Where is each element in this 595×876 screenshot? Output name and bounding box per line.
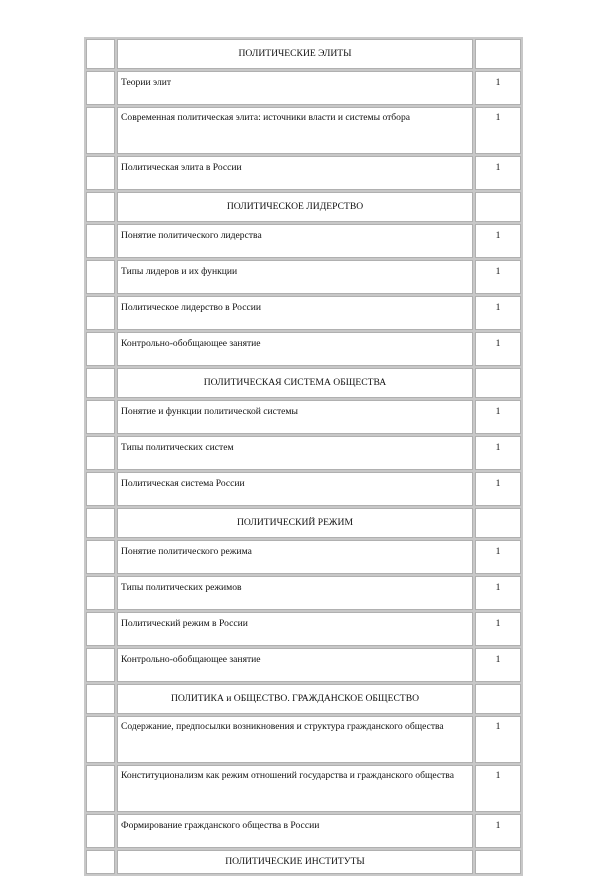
topic-row <box>86 332 521 366</box>
hours-cell: 1 <box>475 296 521 330</box>
topic-row <box>86 400 521 434</box>
hours-cell <box>475 192 521 222</box>
hours-cell: 1 <box>475 576 521 610</box>
hours-cell: 1 <box>475 716 521 763</box>
number-cell <box>86 224 115 258</box>
section-title: ПОЛИТИЧЕСКИЙ РЕЖИМ <box>117 508 473 538</box>
topic-title: Понятие политического лидерства <box>117 224 473 258</box>
topic-row <box>86 576 521 610</box>
topic-row <box>86 814 521 848</box>
hours-cell <box>475 368 521 398</box>
number-cell <box>86 332 115 366</box>
hours-cell <box>475 39 521 69</box>
topic-row <box>86 260 521 294</box>
topic-row <box>86 156 521 190</box>
number-cell <box>86 39 115 69</box>
number-cell <box>86 814 115 848</box>
topic-row <box>86 71 521 105</box>
thematic-plan-table <box>84 37 523 876</box>
topic-row <box>86 716 521 763</box>
topic-row <box>86 612 521 646</box>
topic-row <box>86 648 521 682</box>
hours-cell: 1 <box>475 107 521 154</box>
hours-cell: 1 <box>475 765 521 812</box>
number-cell <box>86 648 115 682</box>
topic-title: Теории элит <box>117 71 473 105</box>
topic-row <box>86 296 521 330</box>
topic-title: Понятие и функции политической системы <box>117 400 473 434</box>
section-row <box>86 39 521 69</box>
hours-cell: 1 <box>475 814 521 848</box>
section-title: ПОЛИТИЧЕСКОЕ ЛИДЕРСТВО <box>117 192 473 222</box>
section-row <box>86 192 521 222</box>
topic-row <box>86 107 521 154</box>
topic-row <box>86 540 521 574</box>
hours-cell: 1 <box>475 540 521 574</box>
topic-title: Типы лидеров и их функции <box>117 260 473 294</box>
hours-cell: 1 <box>475 156 521 190</box>
section-title: ПОЛИТИКА и ОБЩЕСТВО. ГРАЖДАНСКОЕ ОБЩЕСТВО <box>117 684 473 714</box>
hours-cell: 1 <box>475 332 521 366</box>
hours-cell: 1 <box>475 436 521 470</box>
section-row <box>86 368 521 398</box>
number-cell <box>86 612 115 646</box>
number-cell <box>86 368 115 398</box>
topic-row <box>86 436 521 470</box>
section-title: ПОЛИТИЧЕСКИЕ ЭЛИТЫ <box>117 39 473 69</box>
number-cell <box>86 436 115 470</box>
hours-cell: 1 <box>475 472 521 506</box>
hours-cell <box>475 684 521 714</box>
section-row <box>86 684 521 714</box>
topic-title: Содержание, предпосылки возникновения и структура гражданского общества <box>117 716 473 763</box>
section-row <box>86 850 521 874</box>
topic-title: Политический режим в России <box>117 612 473 646</box>
section-row <box>86 508 521 538</box>
number-cell <box>86 472 115 506</box>
number-cell <box>86 540 115 574</box>
number-cell <box>86 508 115 538</box>
number-cell <box>86 192 115 222</box>
topic-row <box>86 472 521 506</box>
section-title: ПОЛИТИЧЕСКАЯ СИСТЕМА ОБЩЕСТВА <box>117 368 473 398</box>
number-cell <box>86 400 115 434</box>
number-cell <box>86 296 115 330</box>
number-cell <box>86 156 115 190</box>
number-cell <box>86 576 115 610</box>
number-cell <box>86 260 115 294</box>
topic-title: Контрольно-обобщающее занятие <box>117 332 473 366</box>
topic-title: Конституционализм как режим отношений государства и гражданского общества <box>117 765 473 812</box>
topic-title: Современная политическая элита: источники власти и системы отбора <box>117 107 473 154</box>
number-cell <box>86 716 115 763</box>
section-title: ПОЛИТИЧЕСКИЕ ИНСТИТУТЫ <box>117 850 473 874</box>
hours-cell: 1 <box>475 612 521 646</box>
hours-cell: 1 <box>475 71 521 105</box>
topic-title: Политическая система России <box>117 472 473 506</box>
topic-title: Формирование гражданского общества в России <box>117 814 473 848</box>
number-cell <box>86 765 115 812</box>
number-cell <box>86 71 115 105</box>
topic-title: Политическая элита в России <box>117 156 473 190</box>
topic-row <box>86 224 521 258</box>
topic-title: Понятие политического режима <box>117 540 473 574</box>
hours-cell <box>475 508 521 538</box>
number-cell <box>86 107 115 154</box>
hours-cell <box>475 850 521 874</box>
topic-row <box>86 765 521 812</box>
topic-title: Типы политических систем <box>117 436 473 470</box>
hours-cell: 1 <box>475 648 521 682</box>
topic-title: Контрольно-обобщающее занятие <box>117 648 473 682</box>
hours-cell: 1 <box>475 224 521 258</box>
number-cell <box>86 850 115 874</box>
hours-cell: 1 <box>475 400 521 434</box>
topic-title: Политическое лидерство в России <box>117 296 473 330</box>
topic-title: Типы политических режимов <box>117 576 473 610</box>
hours-cell: 1 <box>475 260 521 294</box>
number-cell <box>86 684 115 714</box>
